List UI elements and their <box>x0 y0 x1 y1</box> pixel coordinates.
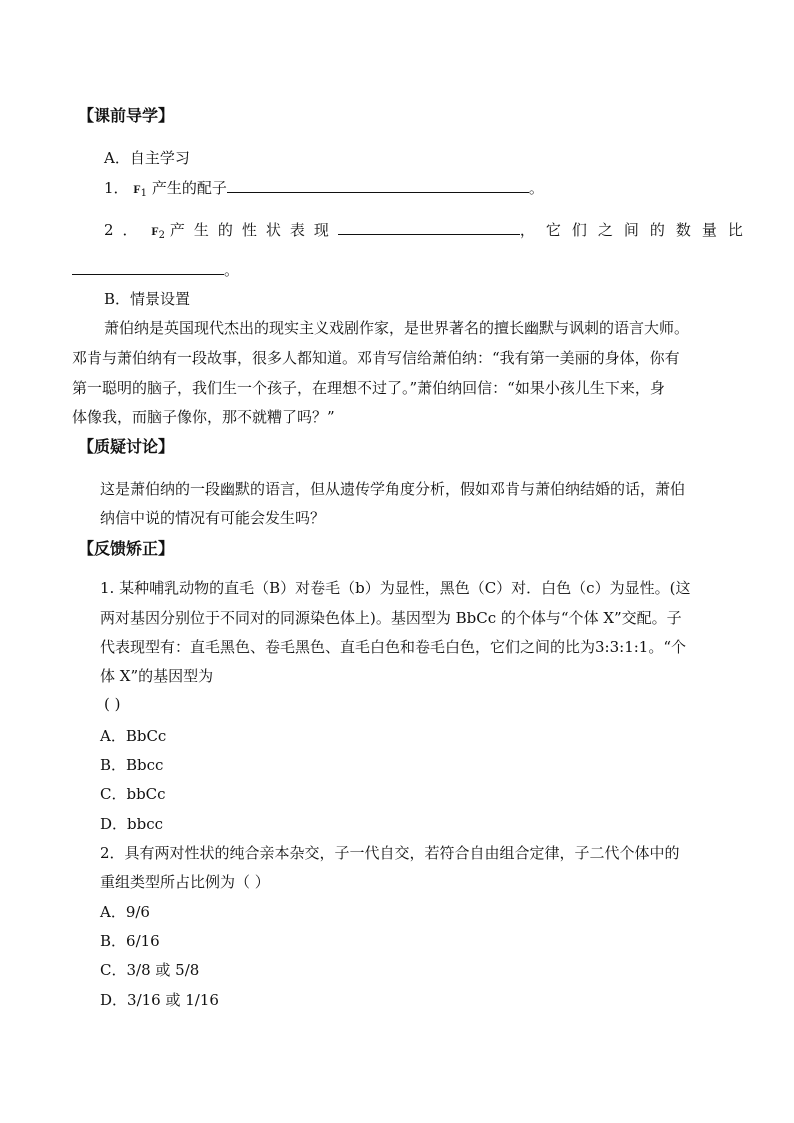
q1-option-c[interactable]: C．bbCc <box>100 785 166 803</box>
discussion-line-1: 这是萧伯纳的一段幽默的语言，但从遗传学角度分析，假如邓肯与萧伯纳结婚的话，萧伯 <box>100 480 686 498</box>
item1-text: 产生的配子 <box>151 179 227 197</box>
item2-answer-blank-1[interactable] <box>338 220 520 235</box>
q2-option-a[interactable]: A．9/6 <box>100 903 150 921</box>
item1-sub: 1 <box>140 188 148 199</box>
q1-option-a[interactable]: A．BbCc <box>100 727 167 745</box>
story-line-2: 邓肯与萧伯纳有一段故事，很多人都知道。邓肯写信给萧伯纳：“我有第一美丽的身体，你有 <box>72 349 680 367</box>
q1-answer-paren[interactable]: ( ) <box>104 695 121 713</box>
item2-number: 2． <box>104 221 147 239</box>
item2-answer-blank-2[interactable] <box>72 260 224 275</box>
question-item-2-cont <box>72 260 239 280</box>
story-line-1: 萧伯纳是英国现代杰出的现实主义戏剧作家，是世界著名的擅长幽默与讽刺的语言大师。 <box>104 319 690 337</box>
scenario-label: B．情景设置 <box>104 290 191 308</box>
q2-option-d[interactable]: D．3/16 或 1/16 <box>100 991 219 1009</box>
item1-answer-blank[interactable] <box>227 178 529 193</box>
story-line-3: 第一聪明的脑子，我们生一个孩子，在理想不过了。”萧伯纳回信：“如果小孩儿生下来，身 <box>72 379 665 397</box>
q1-line-1: 1. 某种哺乳动物的直毛（B）对卷毛（b）为显性，黑色（C）对．白色（c）为显性。(这 <box>100 579 691 597</box>
q2-option-c[interactable]: C．3/8 或 5/8 <box>100 961 200 979</box>
q2-line-2: 重组类型所占比例为（ ） <box>100 873 270 891</box>
feedback-heading: 【反馈矫正】 <box>78 539 175 558</box>
item1-end: 。 <box>528 179 544 197</box>
pre-study-heading: 【课前导学】 <box>78 106 175 125</box>
item2-mid: ，它们之间的数量比 <box>519 221 754 239</box>
item2-text: 产生的性状表现 <box>169 221 338 239</box>
question-item-1 <box>104 178 544 204</box>
q2-option-b[interactable]: B．6/16 <box>100 932 160 950</box>
q1-option-b[interactable]: B．Bbcc <box>100 756 164 774</box>
item2-f: F <box>151 224 159 238</box>
question-item-2 <box>104 220 754 246</box>
self-study-label: A．自主学习 <box>104 149 190 167</box>
discussion-heading: 【质疑讨论】 <box>78 437 175 456</box>
q1-line-2: 两对基因分别位于不同对的同源染色体上)。基因型为 BbCc 的个体与“个体 X”交配。子 <box>100 609 682 627</box>
discussion-line-2: 纳信中说的情况有可能会发生吗？ <box>100 509 326 527</box>
item1-number: 1． <box>104 179 129 197</box>
q2-line-1: 2．具有两对性状的纯合亲本杂交，子一代自交，若符合自由组合定律，子二代个体中的 <box>100 844 680 862</box>
item2-end: 。 <box>224 261 240 279</box>
q1-option-d[interactable]: D．bbcc <box>100 815 164 833</box>
q1-line-3: 代表现型有：直毛黑色、卷毛黑色、直毛白色和卷毛白色，它们之间的比为3:3:1:1。“个 <box>100 638 687 656</box>
item2-sub: 2 <box>158 230 166 241</box>
q1-line-4: 体 X”的基因型为 <box>100 667 214 685</box>
story-line-4: 体像我，而脑子像你，那不就糟了吗？” <box>72 408 335 426</box>
item1-f: F <box>133 182 141 196</box>
